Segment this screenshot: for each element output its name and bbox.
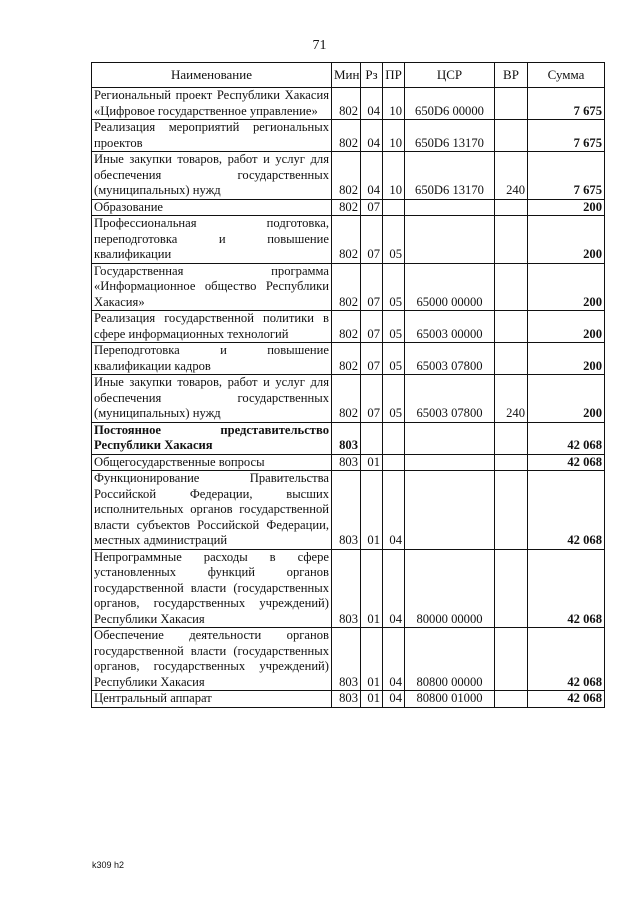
- row-pr: 04: [383, 628, 405, 691]
- header-name: Наименование: [92, 63, 332, 88]
- row-name: Постоянное представительство Республики Хакасия: [92, 422, 332, 454]
- table-row: [92, 691, 605, 708]
- row-csr: 65003 07800: [405, 375, 495, 423]
- row-min: 802: [332, 152, 361, 200]
- row-sum: 7 675: [528, 152, 605, 200]
- row-sum: 200: [528, 263, 605, 311]
- row-pr: 04: [383, 471, 405, 550]
- table-row: [92, 311, 605, 343]
- table-row: [92, 263, 605, 311]
- table-row: [92, 152, 605, 200]
- row-csr: [405, 199, 495, 216]
- row-min: 803: [332, 691, 361, 708]
- row-vr: [495, 454, 528, 471]
- header-pr: ПР: [383, 63, 405, 88]
- row-min: 802: [332, 263, 361, 311]
- row-vr: [495, 691, 528, 708]
- row-pr: [383, 199, 405, 216]
- row-min: 803: [332, 471, 361, 550]
- row-rz: 01: [361, 454, 383, 471]
- row-vr: [495, 263, 528, 311]
- row-sum: 42 068: [528, 549, 605, 628]
- row-name: Реализация мероприятий региональных проектов: [92, 120, 332, 152]
- table-row: [92, 454, 605, 471]
- row-min: 803: [332, 628, 361, 691]
- row-csr: [405, 471, 495, 550]
- row-rz: 07: [361, 216, 383, 264]
- row-vr: [495, 120, 528, 152]
- row-pr: 10: [383, 88, 405, 120]
- row-rz: 07: [361, 311, 383, 343]
- row-min: 802: [332, 88, 361, 120]
- row-csr: [405, 454, 495, 471]
- row-rz: 07: [361, 375, 383, 423]
- row-sum: 200: [528, 343, 605, 375]
- header-min: Мин: [332, 63, 361, 88]
- header-rz: Рз: [361, 63, 383, 88]
- row-sum: 42 068: [528, 422, 605, 454]
- row-pr: 10: [383, 120, 405, 152]
- row-sum: 200: [528, 311, 605, 343]
- row-csr: 80000 00000: [405, 549, 495, 628]
- row-sum: 7 675: [528, 88, 605, 120]
- row-rz: 01: [361, 471, 383, 550]
- table-row: [92, 628, 605, 691]
- row-min: 802: [332, 216, 361, 264]
- row-pr: [383, 454, 405, 471]
- table-row: [92, 343, 605, 375]
- row-vr: 240: [495, 375, 528, 423]
- row-sum: 7 675: [528, 120, 605, 152]
- header-vr: ВР: [495, 63, 528, 88]
- row-min: 802: [332, 120, 361, 152]
- row-name: Функционирование Правительства Российской Федерации, высших исполнительных органов государственной власти субъектов Российской Федерации, местных администраций: [92, 471, 332, 550]
- row-pr: 04: [383, 691, 405, 708]
- table-row: [92, 199, 605, 216]
- row-sum: 200: [528, 199, 605, 216]
- row-vr: [495, 471, 528, 550]
- row-pr: 05: [383, 343, 405, 375]
- row-csr: 650D6 13170: [405, 152, 495, 200]
- row-sum: 42 068: [528, 454, 605, 471]
- header-row: [92, 63, 605, 88]
- table-row: [92, 422, 605, 454]
- row-pr: 05: [383, 311, 405, 343]
- table-row: [92, 375, 605, 423]
- row-sum: 200: [528, 216, 605, 264]
- row-vr: 240: [495, 152, 528, 200]
- row-rz: [361, 422, 383, 454]
- row-csr: 650D6 13170: [405, 120, 495, 152]
- row-csr: 65003 07800: [405, 343, 495, 375]
- row-csr: 80800 01000: [405, 691, 495, 708]
- row-vr: [495, 199, 528, 216]
- row-rz: 04: [361, 88, 383, 120]
- table-row: [92, 88, 605, 120]
- row-csr: 650D6 00000: [405, 88, 495, 120]
- row-name: Профессиональная подготовка, переподготовка и повышение квалификации: [92, 216, 332, 264]
- row-name: Непрограммные расходы в сфере установленных функций органов государственной власти (государственных органов, государственных учреждений) Республики Хакасия: [92, 549, 332, 628]
- row-vr: [495, 311, 528, 343]
- row-sum: 42 068: [528, 628, 605, 691]
- table-row: [92, 471, 605, 550]
- row-name: Образование: [92, 199, 332, 216]
- row-pr: 05: [383, 375, 405, 423]
- row-min: 802: [332, 375, 361, 423]
- row-vr: [495, 88, 528, 120]
- row-name: Переподготовка и повышение квалификации кадров: [92, 343, 332, 375]
- row-min: 803: [332, 422, 361, 454]
- row-pr: 04: [383, 549, 405, 628]
- row-name: Государственная программа «Информационное общество Республики Хакасия»: [92, 263, 332, 311]
- row-vr: [495, 422, 528, 454]
- row-name: Региональный проект Республики Хакасия «Цифровое государственное управление»: [92, 88, 332, 120]
- row-rz: 01: [361, 691, 383, 708]
- row-csr: 65000 00000: [405, 263, 495, 311]
- row-csr: [405, 216, 495, 264]
- row-sum: 42 068: [528, 691, 605, 708]
- row-rz: 01: [361, 549, 383, 628]
- row-name: Обеспечение деятельности органов государственной власти (государственных органов, государственных учреждений) Республики Хакасия: [92, 628, 332, 691]
- row-sum: 200: [528, 375, 605, 423]
- row-vr: [495, 628, 528, 691]
- row-csr: 65003 00000: [405, 311, 495, 343]
- header-csr: ЦСР: [405, 63, 495, 88]
- row-rz: 01: [361, 628, 383, 691]
- table-row: [92, 120, 605, 152]
- row-pr: 05: [383, 216, 405, 264]
- row-min: 802: [332, 311, 361, 343]
- table-row: [92, 216, 605, 264]
- row-vr: [495, 343, 528, 375]
- row-csr: 80800 00000: [405, 628, 495, 691]
- row-pr: 05: [383, 263, 405, 311]
- row-name: Реализация государственной политики в сфере информационных технологий: [92, 311, 332, 343]
- row-rz: 04: [361, 120, 383, 152]
- row-csr: [405, 422, 495, 454]
- row-vr: [495, 549, 528, 628]
- row-vr: [495, 216, 528, 264]
- budget-table: [91, 62, 605, 708]
- row-name: Общегосударственные вопросы: [92, 454, 332, 471]
- row-rz: 07: [361, 199, 383, 216]
- row-min: 803: [332, 549, 361, 628]
- row-min: 802: [332, 343, 361, 375]
- header-sum: Сумма: [528, 63, 605, 88]
- footer-code: k309 h2: [92, 860, 125, 870]
- row-name: Центральный аппарат: [92, 691, 332, 708]
- row-name: Иные закупки товаров, работ и услуг для обеспечения государственных (муниципальных) нужд: [92, 152, 332, 200]
- row-min: 802: [332, 199, 361, 216]
- row-pr: [383, 422, 405, 454]
- page-number: 71: [312, 38, 327, 53]
- row-sum: 42 068: [528, 471, 605, 550]
- row-rz: 04: [361, 152, 383, 200]
- row-rz: 07: [361, 343, 383, 375]
- row-rz: 07: [361, 263, 383, 311]
- row-name: Иные закупки товаров, работ и услуг для обеспечения государственных (муниципальных) нужд: [92, 375, 332, 423]
- row-min: 803: [332, 454, 361, 471]
- table-row: [92, 549, 605, 628]
- row-pr: 10: [383, 152, 405, 200]
